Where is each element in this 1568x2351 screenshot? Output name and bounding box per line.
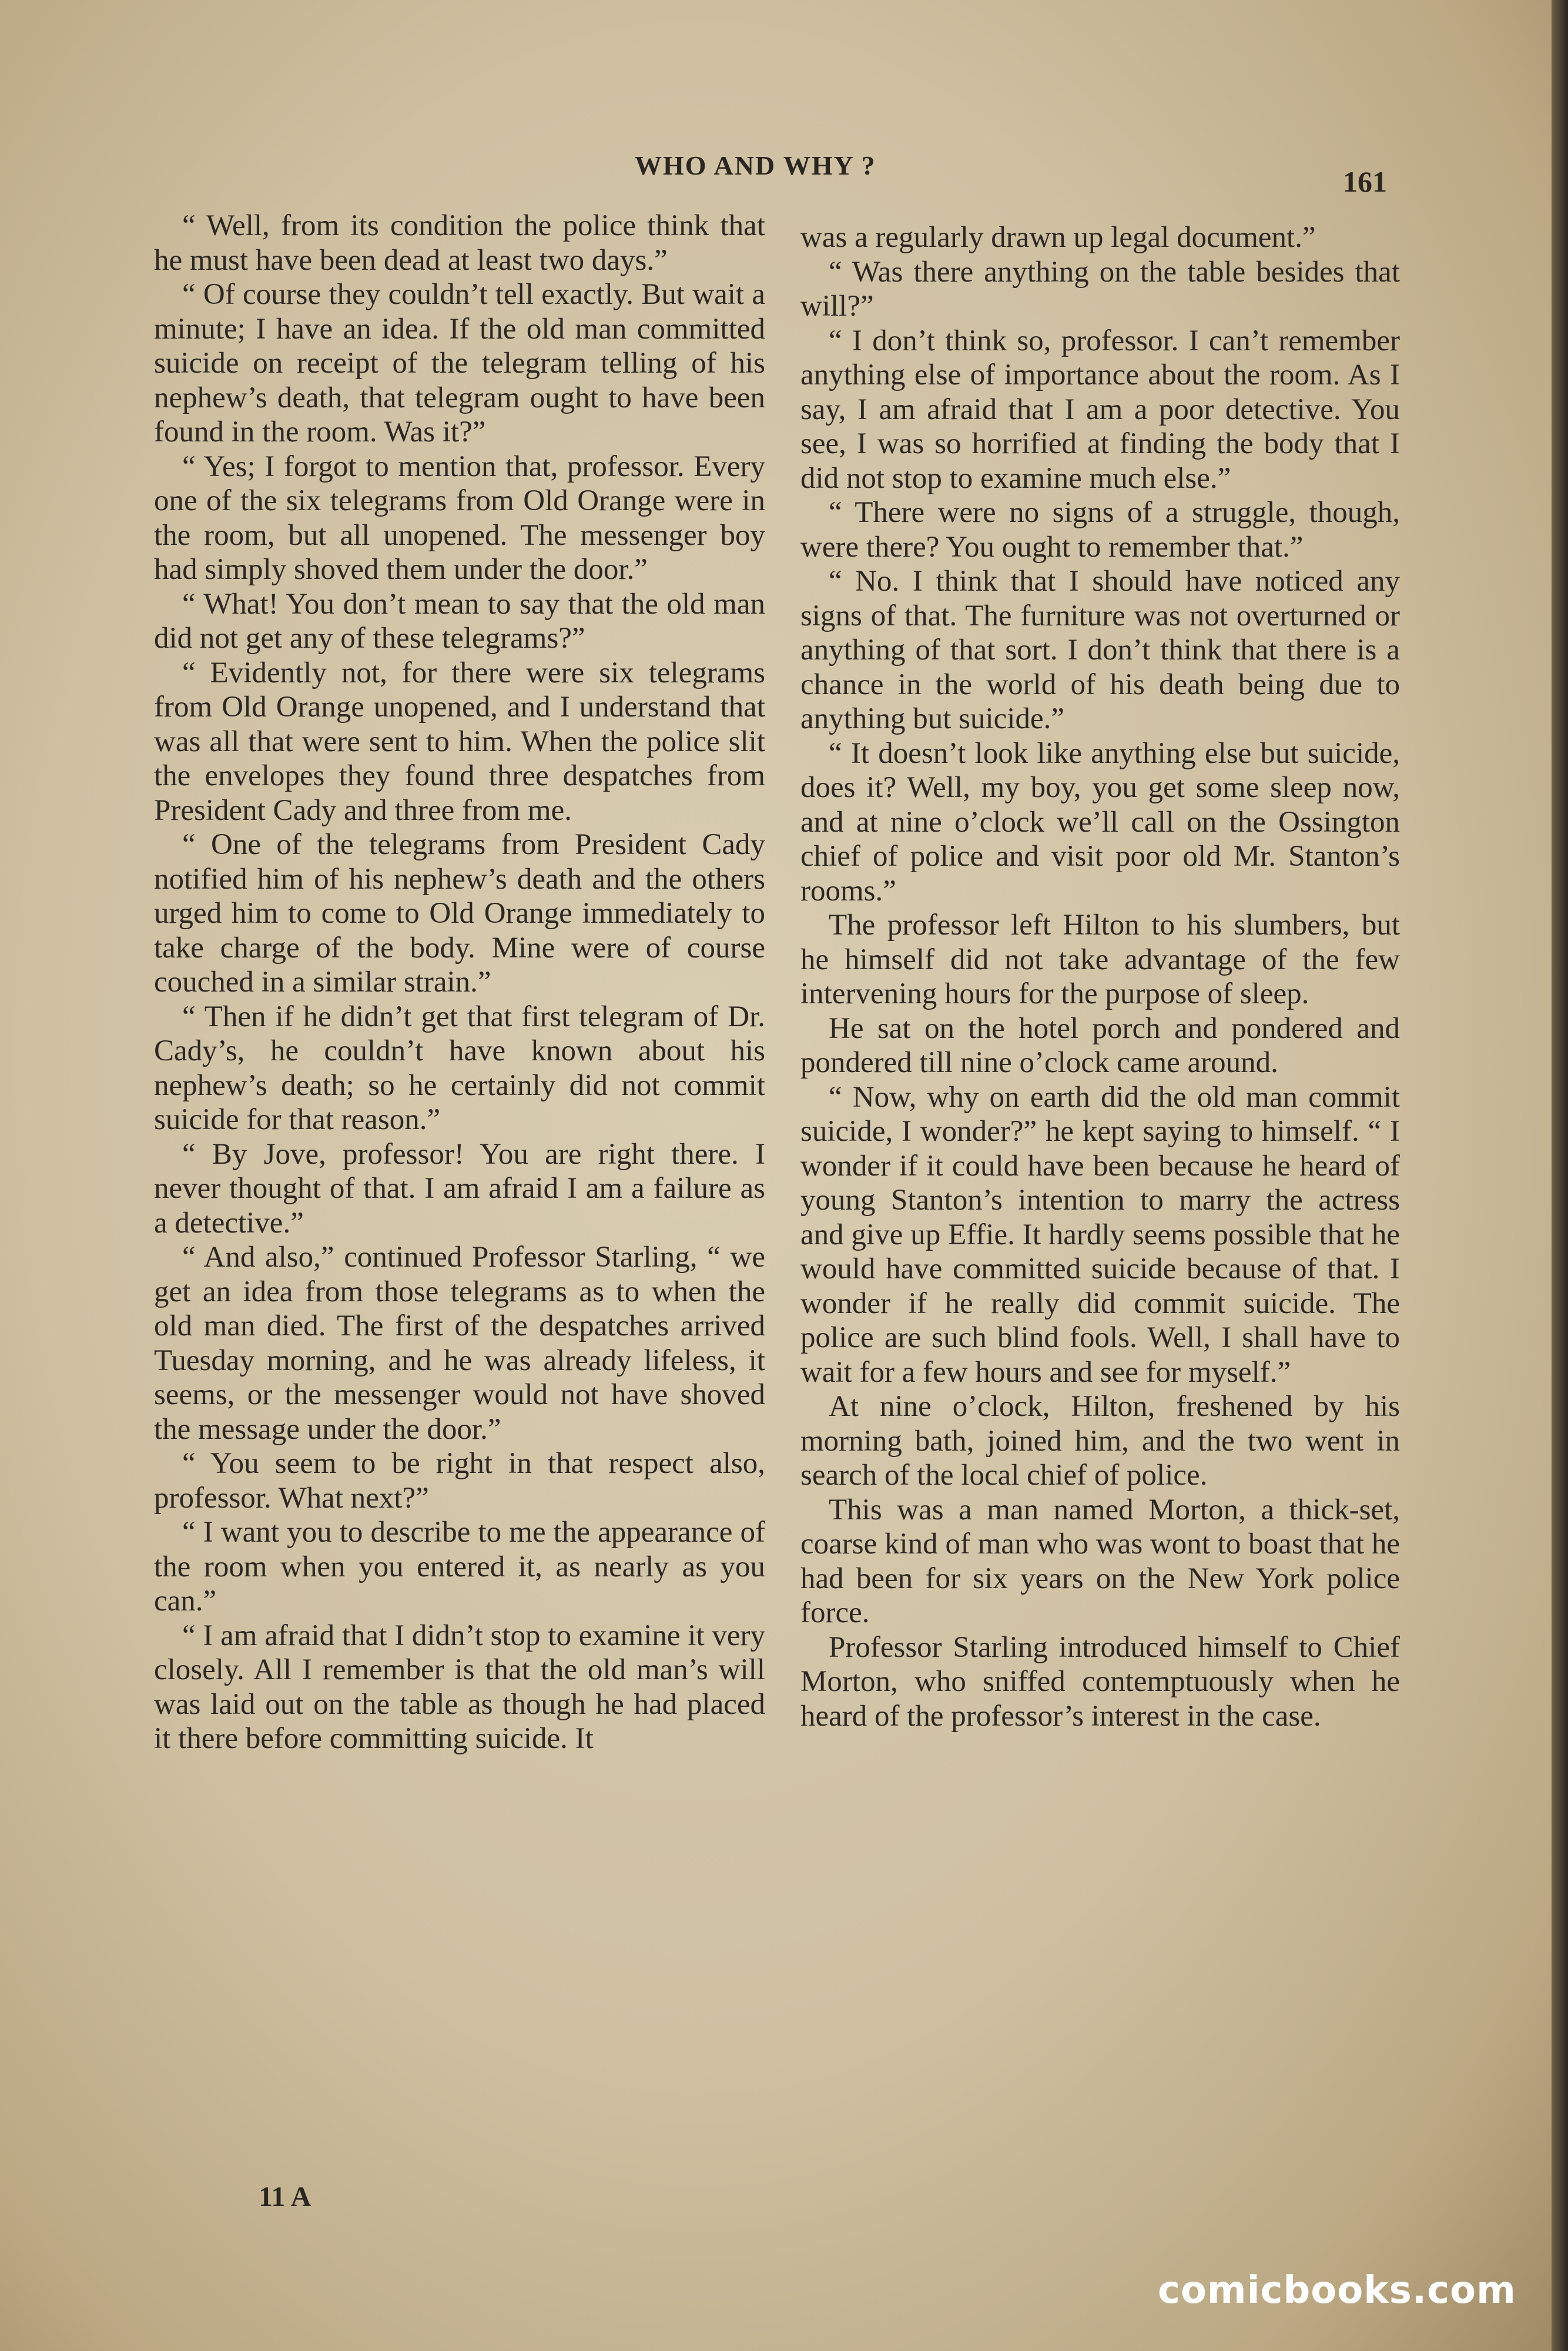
paragraph: “ Was there anything on the table besides that will?” [800, 255, 1400, 323]
signature-mark: 11 A [259, 2181, 311, 2212]
paragraph: “ What! You don’t mean to say that the old man did not get any of these telegrams?” [154, 587, 765, 655]
right-column [800, 220, 1400, 1733]
paragraph: “ There were no signs of a struggle, though, were there? You ought to remember that.” [800, 496, 1400, 564]
paragraph: “ Yes; I forgot to mention that, professor. Every one of the six telegrams from Old Orange were in the room, but all unopened. The messenger boy had simply shoved them under the door.” [154, 450, 765, 586]
page-number: 161 [1343, 165, 1387, 198]
paragraph: “ Of course they couldn’t tell exactly. But wait a minute; I have an idea. If the old man committed suicide on receipt of the telegram telling of his nephew’s death, that telegram ought to have been found in the room. Was it?” [154, 278, 765, 448]
watermark: comicbooks.com [1158, 2269, 1516, 2312]
paragraph: “ I don’t think so, professor. I can’t remember anything else of importance about the room. As I say, I am afraid that I am a poor detective. You see, I was so horrified at finding the body that I did not stop to examine much else.” [800, 324, 1400, 495]
paragraph: “ Well, from its condition the police think that he must have been dead at least two days.” [154, 209, 765, 277]
paragraph: “ Then if he didn’t get that first telegram of Dr. Cady’s, he couldn’t have known about his nephew’s death; so he certainly did not commit suicide for that reason.” [154, 1000, 765, 1136]
left-column [154, 209, 765, 1756]
page-edge [1552, 0, 1568, 2351]
paragraph: was a regularly drawn up legal document.” [800, 221, 1316, 254]
paragraph: “ Evidently not, for there were six telegrams from Old Orange unopened, and I understand that was all that were sent to him. When the police slit the envelopes they found three despatches from President Cady and three from me. [154, 656, 765, 827]
paragraph: Professor Starling introduced himself to Chief Morton, who sniffed contemptuously when he heard of the professor’s interest in the case. [800, 1630, 1400, 1733]
paragraph: “ By Jove, professor! You are right there. I never thought of that. I am afraid I am a failure as a detective.” [154, 1137, 765, 1240]
paragraph: “ I want you to describe to me the appearance of the room when you entered it, as nearly as you can.” [154, 1516, 765, 1617]
paragraph: “ And also,” continued Professor Starling, “ we get an idea from those telegrams as to when the old man died. The first of the despatches arrived Tuesday morning, and he was already lifeless, it seems, or the messenger would not have shoved the message under the door.” [154, 1241, 765, 1446]
paragraph: “ No. I think that I should have noticed any signs of that. The furniture was not overturned or anything of that sort. I don’t think that there is a chance in the world of his death being due to anything but suicide.” [800, 565, 1400, 735]
paragraph: The professor left Hilton to his slumbers, but he himself did not take advantage of the few intervening hours for the purpose of sleep. [800, 909, 1400, 1010]
paragraph: “ Now, why on earth did the old man commit suicide, I wonder?” he kept saying to himself. “ I wonder if it could have been because he heard of young Stanton’s intention to marry the actress and give up Effie. It hardly seems possible that he would have committed suicide because of that. I wonder if he really did commit suicide. The police are such blind fools. Well, I shall have to wait for a few hours and see for myself.” [800, 1080, 1400, 1389]
paragraph: At nine o’clock, Hilton, freshened by his morning bath, joined him, and the two went in search of the local chief of police. [800, 1390, 1400, 1492]
paragraph: “ It doesn’t look like anything else but suicide, does it? Well, my boy, you get some sleep now, and at nine o’clock we’ll call on the Ossington chief of police and visit poor old Mr. Stanton’s rooms.” [800, 736, 1400, 907]
paragraph: “ You seem to be right in that respect also, professor. What next?” [154, 1447, 765, 1515]
paragraph: “ One of the telegrams from President Cady notified him of his nephew’s death and the others urged him to come to Old Orange immediately to take charge of the body. Mine were of course couched in a similar strain.” [154, 828, 765, 999]
paragraph: “ I am afraid that I didn’t stop to examine it very closely. All I remember is that the old man’s will was laid out on the table as though he had placed it there before committing suicide. It [154, 1619, 765, 1755]
paragraph: This was a man named Morton, a thick-set, coarse kind of man who was wont to boast that he had been for six years on the New York police force. [800, 1493, 1400, 1629]
paragraph: He sat on the hotel porch and pondered and pondered till nine o’clock came around. [800, 1012, 1400, 1079]
running-head: WHO AND WHY ? [635, 150, 876, 180]
